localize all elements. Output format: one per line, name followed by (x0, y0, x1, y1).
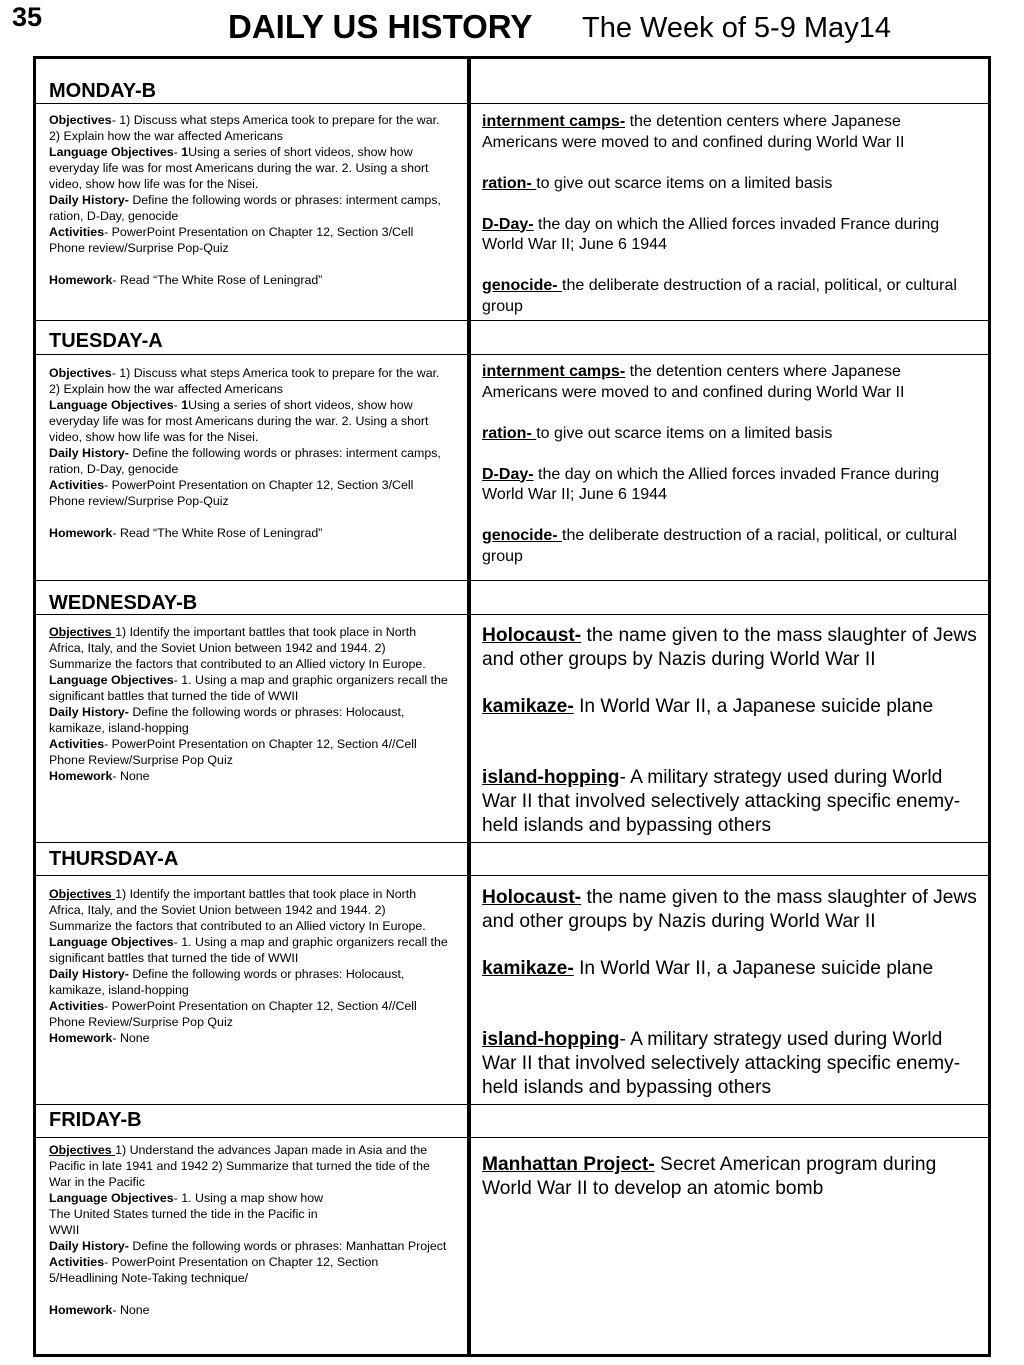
page-title: DAILY US HISTORY (228, 8, 533, 45)
objectives-line: Objectives- 1) Discuss what steps America took to prepare for the war. 2) Explain how the war affected Americans (49, 366, 440, 396)
activities-line: Activities- PowerPoint Presentation on Chapter 12, Section 5/Headlining Note-Taking technique/ (49, 1255, 379, 1285)
page-number: 35 (12, 2, 43, 32)
vocabulary-thursday (482, 886, 980, 1100)
row-divider (36, 1137, 988, 1138)
homework-line: Homework- Read “The White Rose of Leningrad” (49, 273, 323, 287)
language-objectives-line: WWII (49, 1223, 80, 1237)
homework-line: Homework- None (49, 1303, 150, 1317)
vocab-entry: D-Day- the day on which the Allied forces invaded France during World War II; June 6 1944 (482, 465, 940, 503)
row-divider (36, 320, 988, 321)
vocab-entry: island-hopping- A military strategy used during World War II that involved selectively attacking specific enemy-held islands and bypassing others (482, 1029, 961, 1098)
activities-line: Activities- PowerPoint Presentation on Chapter 12, Section 4//Cell Phone Review/Surprise Pop Quiz (49, 999, 417, 1029)
row-divider (36, 354, 988, 355)
objectives-line: Objectives 1) Understand the advances Japan made in Asia and the Pacific in late 1941 and 1942 2) Summarize that turned the tide of the War in the Pacific (49, 1143, 430, 1189)
vocab-entry: internment camps- the detention centers where Japanese Americans were moved to and confined during World War II (482, 363, 905, 401)
day-heading-thursday: THURSDAY-A (49, 848, 179, 870)
homework-line: Homework- None (49, 769, 150, 783)
page-subtitle: The Week of 5-9 May14 (582, 12, 891, 44)
objectives-line: Objectives 1) Identify the important battles that took place in North Africa, Italy, and the Soviet Union between 1942 and 1944. 2) Summarize the factors that contributed to an Allied victory In Europe. (49, 625, 426, 671)
day-heading-friday: FRIDAY-B (49, 1109, 142, 1131)
language-objectives-line: Language Objectives- 1Using a series of short videos, show how everyday life was for most Americans during the war. 2. Using a short video, show how life was for the Nisei. (49, 145, 429, 191)
daily-history-line: Daily History- Define the following words or phrases: Holocaust, kamikaze, island-hopping (49, 967, 405, 997)
vocabulary-friday (482, 1153, 980, 1201)
activities-line: Activities- PowerPoint Presentation on Chapter 12, Section 4//Cell Phone Review/Surprise Pop Quiz (49, 737, 417, 767)
objectives-line: Objectives 1) Identify the important battles that took place in North Africa, Italy, and the Soviet Union between 1942 and 1944. 2) Summarize the factors that contributed to an Allied victory In Europe. (49, 887, 426, 933)
row-divider (36, 580, 988, 581)
column-divider (467, 59, 471, 1354)
day-heading-monday: MONDAY-B (49, 80, 157, 102)
daily-history-line: Daily History- Define the following words or phrases: interment camps, ration, D-Day, genocide (49, 446, 441, 476)
vocab-entry: Manhattan Project- Secret American program during World War II to develop an atomic bomb (482, 1154, 937, 1199)
vocab-entry: kamikaze- In World War II, a Japanese suicide plane (482, 696, 934, 717)
vocab-entry: genocide- the deliberate destruction of a racial, political, or cultural group (482, 527, 957, 565)
language-objectives-line: Language Objectives- 1. Using a map and graphic organizers recall the significant battles that turned the tide of WWII (49, 935, 448, 965)
vocab-entry: internment camps- the detention centers where Japanese Americans were moved to and confined during World War II (482, 113, 905, 151)
daily-history-line: Daily History- Define the following words or phrases: Holocaust, kamikaze, island-hopping (49, 705, 405, 735)
lesson-plan-thursday (49, 886, 449, 1046)
language-objectives-line: The United States turned the tide in the Pacific in (49, 1207, 318, 1221)
activities-line: Activities- PowerPoint Presentation on Chapter 12, Section 3/Cell Phone review/Surprise Pop-Quiz (49, 225, 414, 255)
vocabulary-monday (482, 112, 980, 317)
language-objectives-line: Language Objectives- 1. Using a map show how (49, 1191, 324, 1205)
objectives-line: Objectives- 1) Discuss what steps America took to prepare for the war. 2) Explain how the war affected Americans (49, 113, 440, 143)
vocab-entry: island-hopping- A military strategy used during World War II that involved selectively attacking specific enemy-held islands and bypassing others (482, 767, 961, 836)
row-divider (36, 875, 988, 876)
homework-line: Homework- Read “The White Rose of Leningrad” (49, 526, 323, 540)
vocab-entry: genocide- the deliberate destruction of a racial, political, or cultural group (482, 277, 957, 315)
lesson-plan-wednesday (49, 624, 449, 784)
vocabulary-tuesday (482, 362, 980, 567)
day-heading-wednesday: WEDNESDAY-B (49, 592, 198, 614)
language-objectives-line: Language Objectives- 1. Using a map and graphic organizers recall the significant battles that turned the tide of WWII (49, 673, 448, 703)
lesson-plan-tuesday (49, 365, 449, 541)
row-divider (36, 103, 988, 104)
day-heading-tuesday: TUESDAY-A (49, 330, 163, 352)
lesson-plan-friday (49, 1142, 449, 1318)
homework-line: Homework- None (49, 1031, 150, 1045)
vocab-entry: D-Day- the day on which the Allied forces invaded France during World War II; June 6 1944 (482, 215, 940, 253)
activities-line: Activities- PowerPoint Presentation on Chapter 12, Section 3/Cell Phone review/Surprise Pop-Quiz (49, 478, 414, 508)
row-divider (36, 842, 988, 843)
lesson-plan-monday (49, 112, 449, 288)
vocabulary-wednesday (482, 624, 980, 838)
row-divider (36, 1104, 988, 1105)
vocab-entry: ration- to give out scarce items on a limited basis (482, 174, 833, 192)
vocab-entry: Holocaust- the name given to the mass slaughter of Jews and other groups by Nazis during World War II (482, 625, 977, 670)
vocab-entry: ration- to give out scarce items on a limited basis (482, 424, 833, 442)
vocab-entry: kamikaze- In World War II, a Japanese suicide plane (482, 958, 934, 979)
daily-history-line: Daily History- Define the following words or phrases: Manhattan Project (49, 1239, 447, 1253)
vocab-entry: Holocaust- the name given to the mass slaughter of Jews and other groups by Nazis during World War II (482, 887, 977, 932)
daily-history-line: Daily History- Define the following words or phrases: interment camps, ration, D-Day, genocide (49, 193, 441, 223)
language-objectives-line: Language Objectives- 1Using a series of short videos, show how everyday life was for most Americans during the war. 2. Using a short video, show how life was for the Nisei. (49, 398, 429, 444)
schedule-table (33, 56, 991, 1357)
